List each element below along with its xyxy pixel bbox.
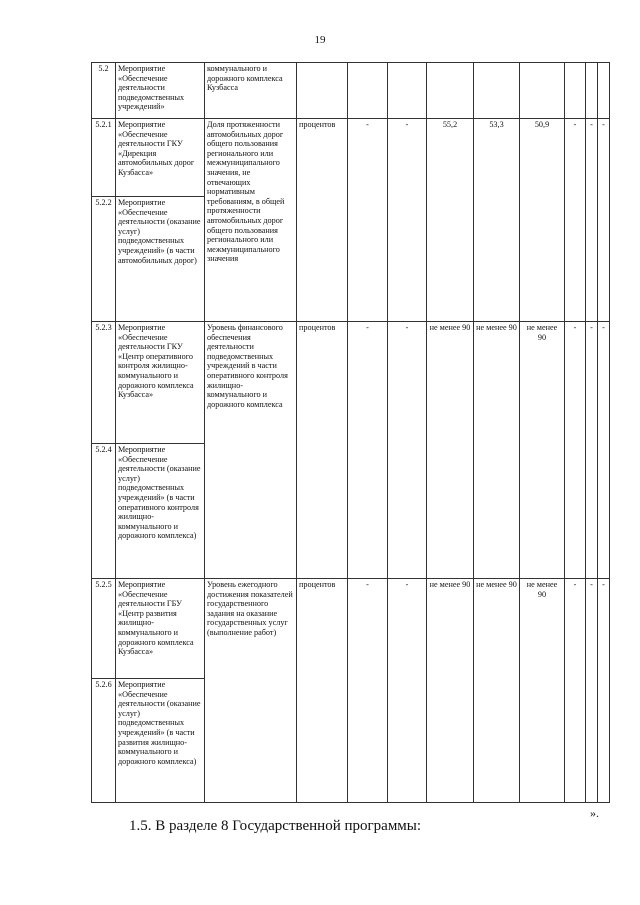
indicator-name: коммунального и дорожного комплекса Кузбасса xyxy=(205,63,297,119)
row-number: 5.2.2 xyxy=(92,197,116,322)
value-cell: - xyxy=(565,579,586,803)
table-row xyxy=(92,322,610,444)
page-number: 19 xyxy=(314,34,326,46)
event-name: Мероприятие «Обеспечение деятельности (оказание услуг) подведомственных учреждений» (в части автомобильных дорог) xyxy=(116,197,205,322)
value-cell: - xyxy=(348,119,388,322)
unit: процентов xyxy=(297,322,348,579)
event-name: Мероприятие «Обеспечение деятельности (оказание услуг) подведомственных учреждений» (в части развития жилищно-коммунального и дорожного комплекса) xyxy=(116,679,205,803)
value-cell: - xyxy=(348,579,388,803)
table-row xyxy=(92,63,610,119)
value-cell: - xyxy=(388,119,427,322)
value-cell: - xyxy=(348,322,388,579)
value-cell: 53,3 xyxy=(474,119,520,322)
value-cell: - xyxy=(598,579,610,803)
value-cell: 55,2 xyxy=(427,119,474,322)
value-cell: не менее 90 xyxy=(474,579,520,803)
value-cell: - xyxy=(586,579,598,803)
event-name: Мероприятие «Обеспечение деятельности ГКУ «Дирекция автомобильных дорог Кузбасса» xyxy=(116,119,205,197)
value-cell: не менее 90 xyxy=(427,579,474,803)
unit: процентов xyxy=(297,579,348,803)
unit: процентов xyxy=(297,119,348,322)
value-cell: - xyxy=(586,322,598,579)
indicator-name: Уровень ежегодного достижения показателей государственного задания на оказание государственных услуг (выполнение работ) xyxy=(205,579,297,803)
row-number: 5.2.3 xyxy=(92,322,116,444)
value-cell: - xyxy=(586,119,598,322)
row-number: 5.2.4 xyxy=(92,444,116,579)
value-cell: - xyxy=(388,579,427,803)
value-cell: не менее 90 xyxy=(427,322,474,579)
indicators-table xyxy=(91,62,610,803)
value-cell: - xyxy=(388,322,427,579)
event-name: Мероприятие «Обеспечение деятельности подведомственных учреждений» xyxy=(116,63,205,119)
row-number: 5.2 xyxy=(92,63,116,119)
value-cell: - xyxy=(598,322,610,579)
value-cell: - xyxy=(565,322,586,579)
section-heading: 1.5. В разделе 8 Государственной программы: xyxy=(129,818,422,834)
value-cell: не менее 90 xyxy=(520,322,565,579)
table-row xyxy=(92,579,610,679)
value-cell: 50,9 xyxy=(520,119,565,322)
value-cell: не менее 90 xyxy=(474,322,520,579)
row-number: 5.2.6 xyxy=(92,679,116,803)
value-cell: не менее 90 xyxy=(520,579,565,803)
indicator-name: Доля протяженности автомобильных дорог общего пользования регионального или межмуниципального значения, не отвечающих нормативным требованиям, в общей протяженности автомобильных дорог общего пользования регионального или межмуниципального значения xyxy=(205,119,297,322)
indicator-name: Уровень финансового обеспечения деятельности подведомственных учреждений в части оперативного контроля жилищно-коммунального и дорожного комплекса xyxy=(205,322,297,579)
value-cell: - xyxy=(598,119,610,322)
event-name: Мероприятие «Обеспечение деятельности ГКУ «Центр оперативного контроля жилищно-коммунального и дорожного комплекса Кузбасса» xyxy=(116,322,205,444)
table-row xyxy=(92,119,610,197)
row-number: 5.2.1 xyxy=(92,119,116,197)
event-name: Мероприятие «Обеспечение деятельности (оказание услуг) подведомственных учреждений» (в части оперативного контроля жилищно-коммунального и дорожного комплекса) xyxy=(116,444,205,579)
value-cell: - xyxy=(565,119,586,322)
event-name: Мероприятие «Обеспечение деятельности ГБУ «Центр развития жилищно-коммунального и дорожного комплекса Кузбасса» xyxy=(116,579,205,679)
row-number: 5.2.5 xyxy=(92,579,116,679)
closing-quote: ». xyxy=(590,806,599,820)
